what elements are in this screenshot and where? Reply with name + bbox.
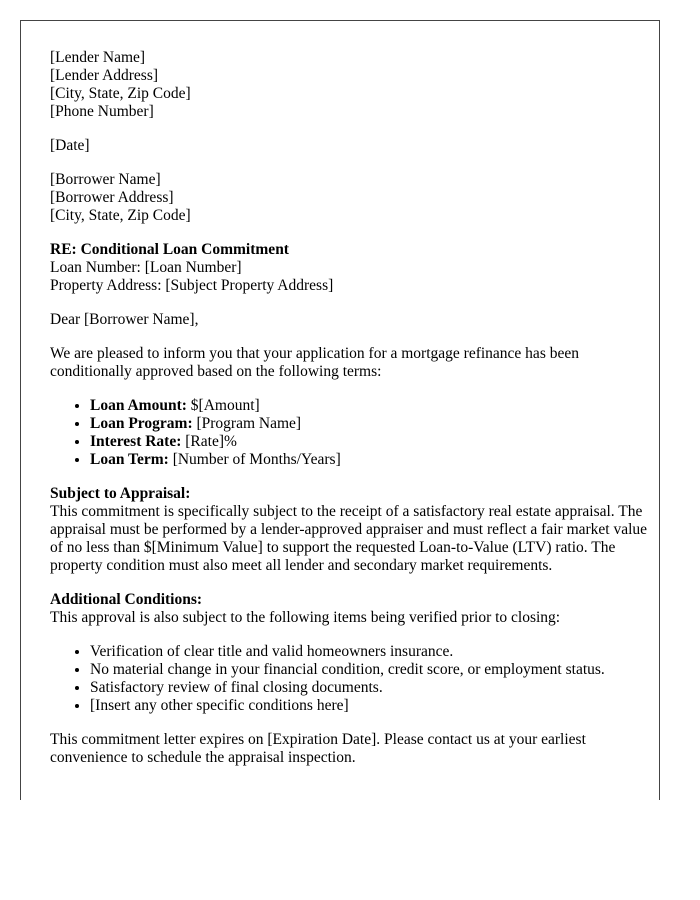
conditions-section <box>50 591 650 627</box>
borrower-name: [Borrower Name] <box>50 171 161 188</box>
term-value: $[Amount] <box>186 397 260 414</box>
condition-item: • Verification of clear title and valid homeowners insurance. <box>90 643 650 661</box>
term-label: Loan Term: <box>90 451 169 468</box>
re-subject: RE: Conditional Loan Commitment <box>50 241 289 258</box>
property-address: Property Address: [Subject Property Address] <box>50 277 334 294</box>
term-label: Interest Rate: <box>90 433 182 450</box>
salutation: Dear [Borrower Name], <box>50 311 199 328</box>
term-loan-term <box>90 451 650 469</box>
conditions-heading: Additional Conditions: <box>50 591 203 608</box>
borrower-city-state-zip: [City, State, Zip Code] <box>50 207 191 224</box>
lender-name: [Lender Name] <box>50 49 146 66</box>
term-loan-program <box>90 415 650 433</box>
terms-list <box>50 397 650 469</box>
term-value: [Number of Months/Years] <box>168 451 341 468</box>
letter-date <box>50 137 650 155</box>
conditions-intro: This approval is also subject to the following items being verified prior to closing: <box>50 609 561 626</box>
conditions-list <box>50 643 650 715</box>
intro-paragraph: We are pleased to inform you that your application for a mortgage refinance has been conditionally approved based on the following terms: <box>50 345 579 380</box>
term-label: Loan Amount: <box>90 397 187 414</box>
closing-paragraph: This commitment letter expires on [Expiration Date]. Please contact us at your earliest convenience to schedule the appraisal inspection. <box>50 731 586 766</box>
loan-number: Loan Number: [Loan Number] <box>50 259 242 276</box>
term-interest-rate <box>90 433 650 451</box>
term-label: Loan Program: <box>90 415 193 432</box>
lender-phone: [Phone Number] <box>50 103 154 120</box>
appraisal-section <box>50 485 650 575</box>
term-loan-amount <box>90 397 650 415</box>
lender-address: [Lender Address] <box>50 67 159 84</box>
letter-page <box>20 20 660 800</box>
condition-item: • Satisfactory review of final closing documents. <box>90 679 650 697</box>
condition-item: • No material change in your financial condition, credit score, or employment status. <box>90 661 650 679</box>
lender-city-state-zip: [City, State, Zip Code] <box>50 85 191 102</box>
term-value: [Rate]% <box>181 433 237 450</box>
borrower-info <box>50 171 650 225</box>
borrower-address: [Borrower Address] <box>50 189 174 206</box>
letter-content <box>50 49 650 783</box>
condition-item: • [Insert any other specific conditions here] <box>90 697 650 715</box>
appraisal-heading: Subject to Appraisal: <box>50 485 191 502</box>
re-block <box>50 241 650 295</box>
term-value: [Program Name] <box>192 415 302 432</box>
date-text: [Date] <box>50 137 90 154</box>
appraisal-body: This commitment is specifically subject to the receipt of a satisfactory real estate appraisal. The appraisal must be performed by a lender-approved appraiser and must reflect a fair market value of no less than $[Minimum Value] to support the requested Loan-to-Value (LTV) ratio. The property condition must also meet all lender and secondary market requirements. <box>50 503 648 574</box>
lender-info <box>50 49 650 121</box>
